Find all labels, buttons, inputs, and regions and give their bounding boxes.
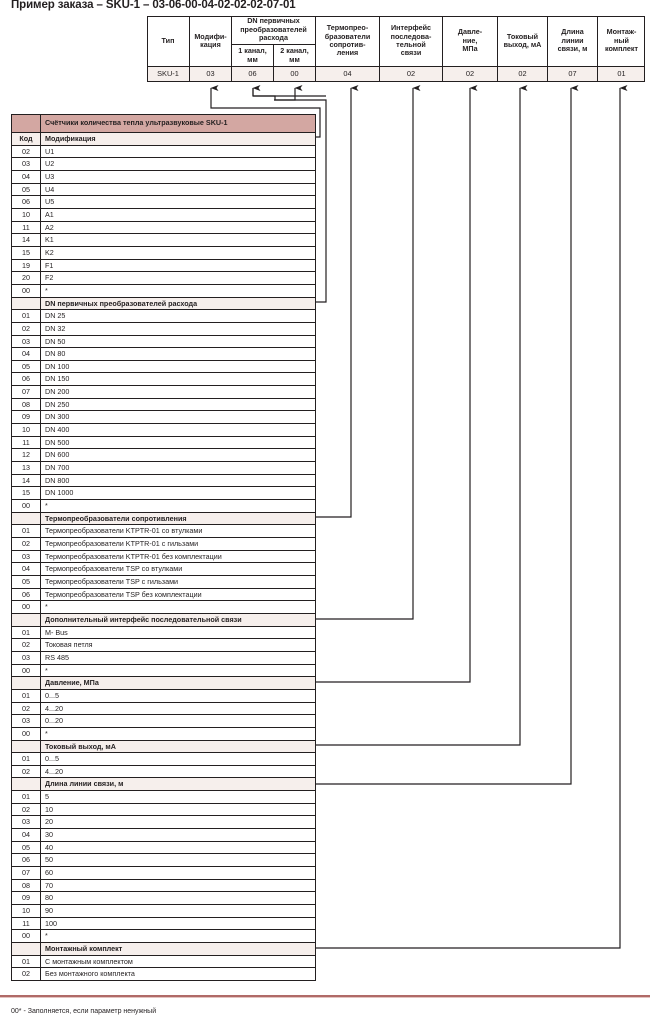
- description-cell: *: [45, 931, 48, 941]
- code-cell: 02: [12, 639, 41, 651]
- description-cell: A2: [45, 222, 54, 232]
- code-cell: 03: [12, 551, 41, 563]
- description-cell: Термопреобразователи TSP без комплектации: [45, 589, 202, 599]
- description-cell: DN 50: [45, 336, 66, 346]
- code-cell: 04: [12, 563, 41, 575]
- code-cell: 15: [12, 487, 41, 499]
- code-cell: 03: [12, 336, 41, 348]
- code-cell: 02: [12, 323, 41, 335]
- description-cell: DN 500: [45, 437, 70, 447]
- header-length: Длина линии связи, м: [548, 16, 598, 67]
- code-cell: 08: [12, 880, 41, 892]
- footer-rule-shadow: [0, 997, 650, 998]
- description-cell: 20: [45, 817, 53, 827]
- code-cell: 04: [12, 171, 41, 183]
- code-cell: 10: [12, 209, 41, 221]
- connector-dn: [253, 96, 326, 302]
- code-cell: 06: [12, 854, 41, 866]
- connector-dn-channel-1: [253, 88, 326, 96]
- description-cell: Модификация: [45, 134, 96, 143]
- code-cell: 01: [12, 791, 41, 803]
- code-cell: 05: [12, 576, 41, 588]
- code-cell: 00: [12, 285, 41, 297]
- connector-length: [316, 88, 571, 784]
- description-cell: Термопреобразователи KTPTR-01 со втулками: [45, 526, 203, 536]
- code-cell: 14: [12, 234, 41, 246]
- description-cell: K1: [45, 235, 54, 245]
- description-cell: DN 800: [45, 475, 70, 485]
- code-cell: 02: [12, 703, 41, 715]
- code-cell: 01: [12, 753, 41, 765]
- footnote: 00* - Заполняется, если параметр ненужный: [11, 1008, 157, 1015]
- code-cell: 00: [12, 500, 41, 512]
- description-cell: *: [45, 501, 48, 511]
- description-cell: 0...20: [45, 716, 63, 726]
- code-cell: 11: [12, 918, 41, 930]
- code-cell: 20: [12, 272, 41, 284]
- description-cell: RS 485: [45, 652, 69, 662]
- page-title: Пример заказа – SKU-1 – 03-06-00-04-02-02-02-07-01: [11, 0, 296, 11]
- header-dn-group: DN первичных преобразователей расхода: [232, 16, 316, 45]
- description-cell: A1: [45, 209, 54, 219]
- description-cell: 40: [45, 842, 53, 852]
- description-cell: Термопреобразователи TSP с гильзами: [45, 576, 179, 586]
- value-pressure: 02: [443, 67, 498, 82]
- code-cell: 04: [12, 829, 41, 841]
- description-cell: DN 32: [45, 323, 66, 333]
- description-cell: Токовый выход, мА: [45, 741, 116, 751]
- code-cell: 03: [12, 816, 41, 828]
- description-cell: Термопреобразователи KTPTR-01 с гильзами: [45, 539, 199, 548]
- code-cell: 01: [12, 310, 41, 322]
- header-dn-channel-2: 2 канал, мм: [274, 45, 316, 67]
- value-dn-channel-2: 00: [274, 67, 316, 82]
- description-cell: Давление, МПа: [45, 678, 99, 688]
- code-cell: 02: [12, 538, 41, 550]
- description-cell: Токовая петля: [45, 640, 93, 650]
- code-cell: 01: [12, 627, 41, 639]
- description-cell: DN 80: [45, 349, 66, 359]
- connector-current: [316, 88, 520, 745]
- connector-mounting: [316, 88, 620, 948]
- description-cell: Длина линии связи, м: [45, 779, 124, 789]
- description-cell: F2: [45, 273, 54, 283]
- description-cell: U3: [45, 171, 55, 181]
- code-cell: 05: [12, 842, 41, 854]
- description-cell: F1: [45, 260, 54, 270]
- header-type: Тип: [147, 16, 190, 67]
- header-mounting: Монтаж- ный комплект: [598, 16, 645, 67]
- code-cell: 02: [12, 804, 41, 816]
- header-interface: Интерфейс последова- тельной связи: [380, 16, 443, 67]
- description-cell: U1: [45, 146, 55, 156]
- description-cell: DN 1000: [45, 488, 74, 498]
- code-cell: 11: [12, 222, 41, 234]
- description-cell: M- Bus: [45, 627, 68, 637]
- description-cell: 10: [45, 804, 53, 814]
- code-cell: 02: [12, 968, 41, 980]
- code-cell: Код: [12, 133, 41, 145]
- description-cell: Монтажный комплект: [45, 944, 123, 953]
- description-cell: 80: [45, 893, 53, 903]
- code-cell: 05: [12, 184, 41, 196]
- description-cell: U5: [45, 197, 55, 207]
- description-cell: С монтажным комплектом: [45, 956, 133, 966]
- description-cell: *: [45, 602, 48, 612]
- code-cell: 03: [12, 652, 41, 664]
- code-cell: 05: [12, 361, 41, 373]
- connector-pressure: [316, 88, 470, 682]
- description-cell: DN 400: [45, 425, 70, 435]
- description-cell: DN 600: [45, 450, 70, 460]
- description-cell: 60: [45, 868, 53, 878]
- description-cell: 0...5: [45, 690, 59, 700]
- code-cell: 03: [12, 158, 41, 170]
- description-cell: Без монтажного комплекта: [45, 969, 135, 979]
- description-cell: DN первичных преобразователей расхода: [45, 298, 198, 308]
- value-modification: 03: [190, 67, 232, 82]
- description-cell: 4...20: [45, 766, 63, 776]
- code-cell: 03: [12, 715, 41, 727]
- description-cell: K2: [45, 247, 54, 257]
- description-cell: Термопреобразователи TSP со втулками: [45, 564, 183, 574]
- code-cell: 14: [12, 475, 41, 487]
- description-cell: DN 200: [45, 387, 70, 397]
- code-cell: 10: [12, 424, 41, 436]
- header-pressure: Давле- ние, МПа: [443, 16, 498, 67]
- code-cell: 01: [12, 525, 41, 537]
- connector-interface: [316, 88, 413, 619]
- code-cell: 06: [12, 373, 41, 385]
- code-cell: 10: [12, 905, 41, 917]
- value-length: 07: [548, 67, 598, 82]
- description-cell: U2: [45, 159, 55, 169]
- description-cell: DN 25: [45, 311, 66, 321]
- description-cell: Дополнительный интерфейс последовательной связи: [45, 614, 242, 624]
- value-mounting: 01: [598, 67, 645, 82]
- description-cell: DN 300: [45, 412, 70, 422]
- description-cell: 5: [45, 792, 49, 802]
- code-cell: 11: [12, 437, 41, 449]
- code-cell: 00: [12, 665, 41, 677]
- code-cell: 15: [12, 247, 41, 259]
- description-cell: 90: [45, 906, 53, 916]
- code-cell: 09: [12, 411, 41, 423]
- description-cell: U4: [45, 184, 55, 194]
- description-cell: 0...5: [45, 754, 59, 764]
- code-cell: 00: [12, 728, 41, 740]
- description-cell: DN 100: [45, 361, 70, 371]
- code-cell: 01: [12, 956, 41, 968]
- code-cell: 00: [12, 601, 41, 613]
- header-modification: Модифи- кация: [190, 16, 232, 67]
- value-type: SKU-1: [147, 67, 190, 82]
- description-cell: 50: [45, 855, 53, 865]
- description-cell: DN 250: [45, 399, 70, 409]
- description-cell: Термопреобразователи сопротивления: [45, 513, 187, 523]
- description-cell: 4...20: [45, 703, 63, 713]
- header-dn-channel-1: 1 канал, мм: [232, 45, 274, 67]
- description-cell: *: [45, 285, 48, 295]
- header-thermo: Термопрео- бразователи сопротив- ления: [316, 16, 380, 67]
- code-cell: 04: [12, 348, 41, 360]
- value-thermo: 04: [316, 67, 380, 82]
- value-dn-channel-1: 06: [232, 67, 274, 82]
- code-cell: 08: [12, 399, 41, 411]
- code-cell: 01: [12, 690, 41, 702]
- description-cell: 100: [45, 918, 57, 928]
- value-current: 02: [498, 67, 548, 82]
- code-cell: 07: [12, 386, 41, 398]
- description-cell: *: [45, 665, 48, 675]
- description-cell: Термопреобразователи KTPTR-01 без комплектации: [45, 551, 222, 561]
- code-cell: 06: [12, 589, 41, 601]
- description-cell: 70: [45, 880, 53, 890]
- description-cell: *: [45, 728, 48, 738]
- connector-modification: [211, 88, 320, 137]
- header-current: Токовый выход, мА: [498, 16, 548, 67]
- code-cell: 19: [12, 260, 41, 272]
- value-interface: 02: [380, 67, 443, 82]
- code-cell: 13: [12, 462, 41, 474]
- description-cell: DN 700: [45, 463, 70, 473]
- code-cell: 00: [12, 930, 41, 942]
- description-cell: 30: [45, 830, 53, 840]
- code-cell: 07: [12, 867, 41, 879]
- description-cell: DN 150: [45, 374, 70, 384]
- code-cell: 12: [12, 449, 41, 461]
- description-cell: Счётчики количества тепла ультразвуковые SKU-1: [45, 118, 228, 127]
- code-cell: 06: [12, 196, 41, 208]
- code-cell: 02: [12, 766, 41, 778]
- code-cell: 02: [12, 146, 41, 158]
- connector-dn-channel-2: [274, 88, 295, 100]
- code-cell: 09: [12, 892, 41, 904]
